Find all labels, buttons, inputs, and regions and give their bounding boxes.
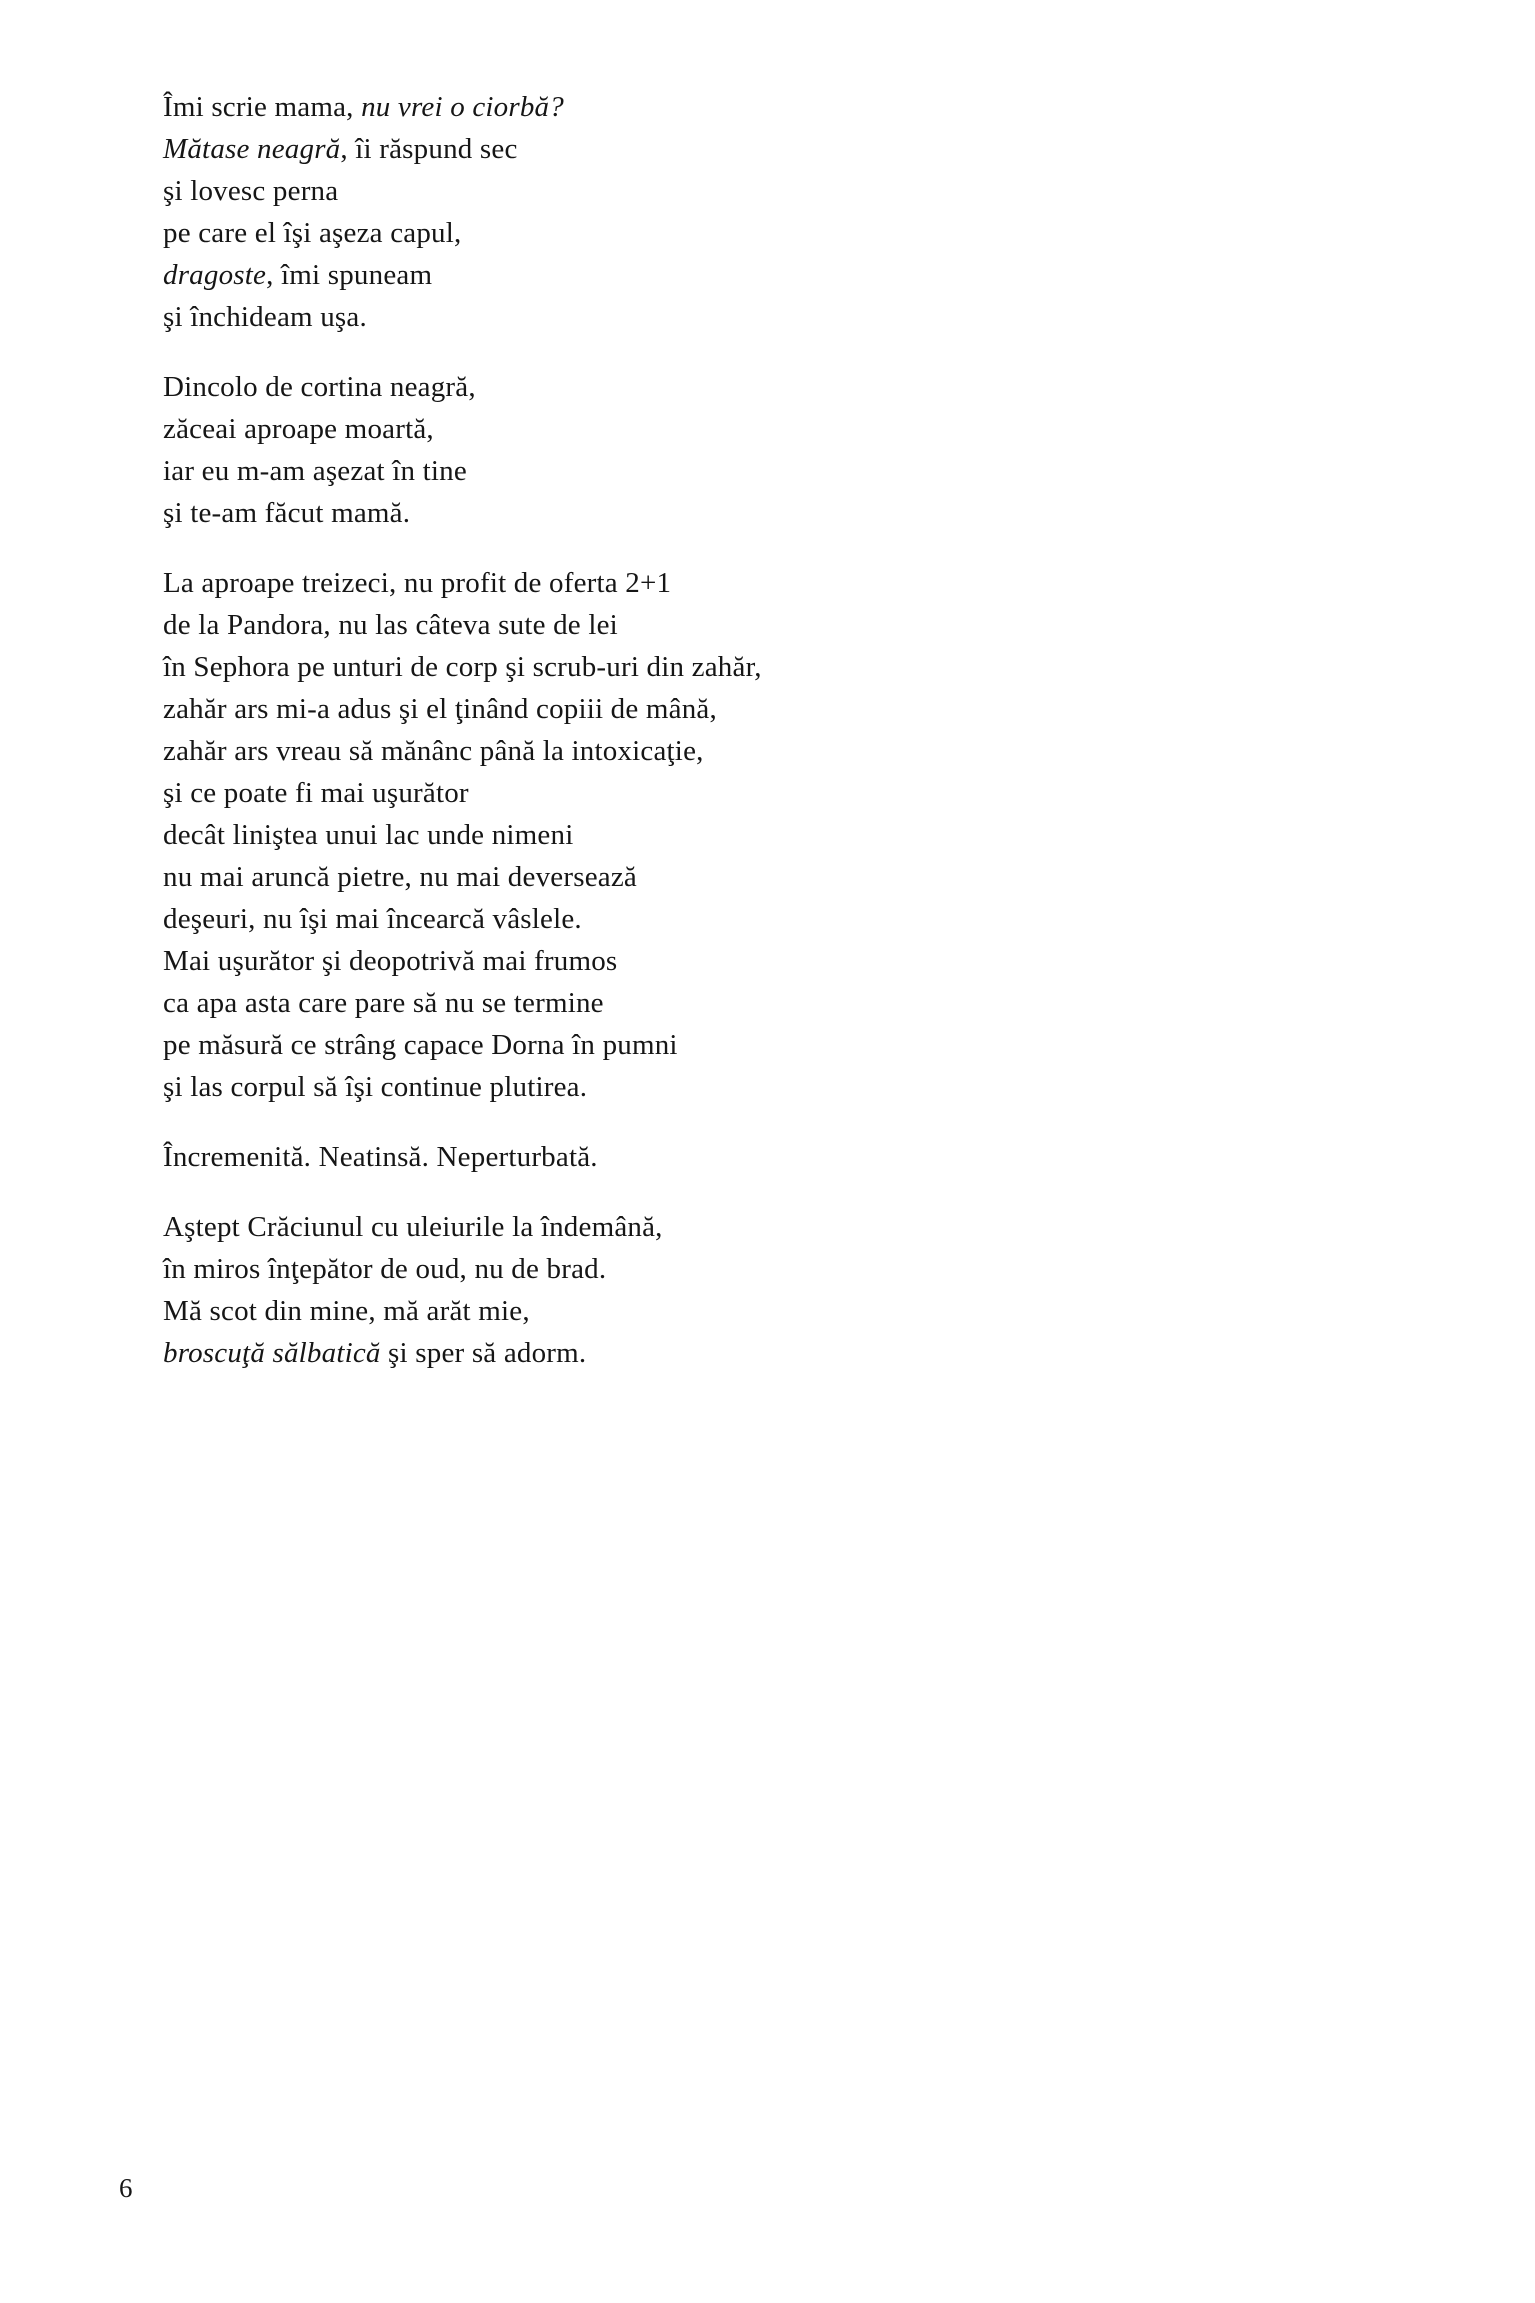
poem-text-italic: dragoste: [163, 259, 267, 291]
poem-text: şi ce poate fi mai uşurător: [163, 777, 469, 809]
poem-text: zahăr ars vreau să mănânc până la intoxicaţie,: [163, 735, 704, 767]
poem-body: [163, 86, 1413, 1402]
page-number: 6: [119, 2173, 133, 2203]
poem-line: [163, 1332, 1413, 1374]
poem-text: Mai uşurător şi deopotrivă mai frumos: [163, 945, 618, 977]
poem-text: nu mai aruncă pietre, nu mai deversează: [163, 861, 637, 893]
poem-text-italic: broscuţă sălbatică: [163, 1337, 381, 1369]
poem-text: Mă scot din mine, mă arăt mie,: [163, 1295, 530, 1327]
poem-line: [163, 772, 1413, 814]
poem-text: iar eu m-am aşezat în tine: [163, 455, 467, 487]
poem-line: [163, 1024, 1413, 1066]
poem-text: şi lovesc perna: [163, 175, 339, 207]
poem-line: [163, 898, 1413, 940]
poem-line: [163, 1290, 1413, 1332]
poem-line: [163, 254, 1413, 296]
poem-text: zăceai aproape moartă,: [163, 413, 434, 445]
poem-text: în Sephora pe unturi de corp şi scrub-uri din zahăr,: [163, 651, 762, 683]
poem-line: [163, 1066, 1413, 1108]
poem-text: şi închideam uşa.: [163, 301, 367, 333]
poem-text: Încremenită. Neatinsă. Neperturbată.: [163, 1141, 598, 1173]
poem-text: La aproape treizeci, nu profit de oferta 2+1: [163, 567, 672, 599]
poem-line: [163, 296, 1413, 338]
poem-line: [163, 212, 1413, 254]
poem-text-italic: nu vrei o ciorbă?: [361, 91, 564, 123]
poem-text: în miros înţepător de oud, nu de brad.: [163, 1253, 607, 1285]
poem-text: şi sper să adorm.: [380, 1337, 587, 1369]
poem-line: [163, 940, 1413, 982]
poem-text: , îi răspund sec: [340, 133, 518, 165]
poem-line: [163, 730, 1413, 772]
poem-text: zahăr ars mi-a adus şi el ţinând copiii de mână,: [163, 693, 717, 725]
poem-text: decât liniştea unui lac unde nimeni: [163, 819, 574, 851]
poem-text: de la Pandora, nu las câteva sute de lei: [163, 609, 618, 641]
poem-line: [163, 128, 1413, 170]
poem-line: [163, 856, 1413, 898]
poem-stanza: [163, 86, 1413, 338]
poem-line: [163, 814, 1413, 856]
poem-text: , îmi spuneam: [266, 259, 433, 291]
poem-stanza: [163, 1206, 1413, 1374]
poem-stanza: [163, 1136, 1413, 1178]
poem-text: pe măsură ce strâng capace Dorna în pumni: [163, 1029, 678, 1061]
poem-text: Aştept Crăciunul cu uleiurile la îndemână,: [163, 1211, 663, 1243]
poem-line: [163, 408, 1413, 450]
poem-text: pe care el îşi aşeza capul,: [163, 217, 462, 249]
poem-stanza: [163, 562, 1413, 1108]
poem-line: [163, 450, 1413, 492]
poem-line: [163, 170, 1413, 212]
poem-line: [163, 1206, 1413, 1248]
poem-line: [163, 646, 1413, 688]
poem-text: Dincolo de cortina neagră,: [163, 371, 476, 403]
poem-line: [163, 1136, 1413, 1178]
poem-text: ca apa asta care pare să nu se termine: [163, 987, 604, 1019]
poem-text: şi te-am făcut mamă.: [163, 497, 411, 529]
poem-line: [163, 982, 1413, 1024]
poem-text: deşeuri, nu îşi mai încearcă vâslele.: [163, 903, 582, 935]
poem-text-italic: Mătase neagră: [163, 133, 341, 165]
poem-stanza: [163, 366, 1413, 534]
poem-line: [163, 688, 1413, 730]
poem-line: [163, 604, 1413, 646]
poem-line: [163, 1248, 1413, 1290]
poem-line: [163, 492, 1413, 534]
poem-line: [163, 562, 1413, 604]
poem-line: [163, 86, 1413, 128]
poem-line: [163, 366, 1413, 408]
poem-text: Îmi scrie mama,: [163, 91, 362, 123]
poem-text: şi las corpul să îşi continue plutirea.: [163, 1071, 588, 1103]
